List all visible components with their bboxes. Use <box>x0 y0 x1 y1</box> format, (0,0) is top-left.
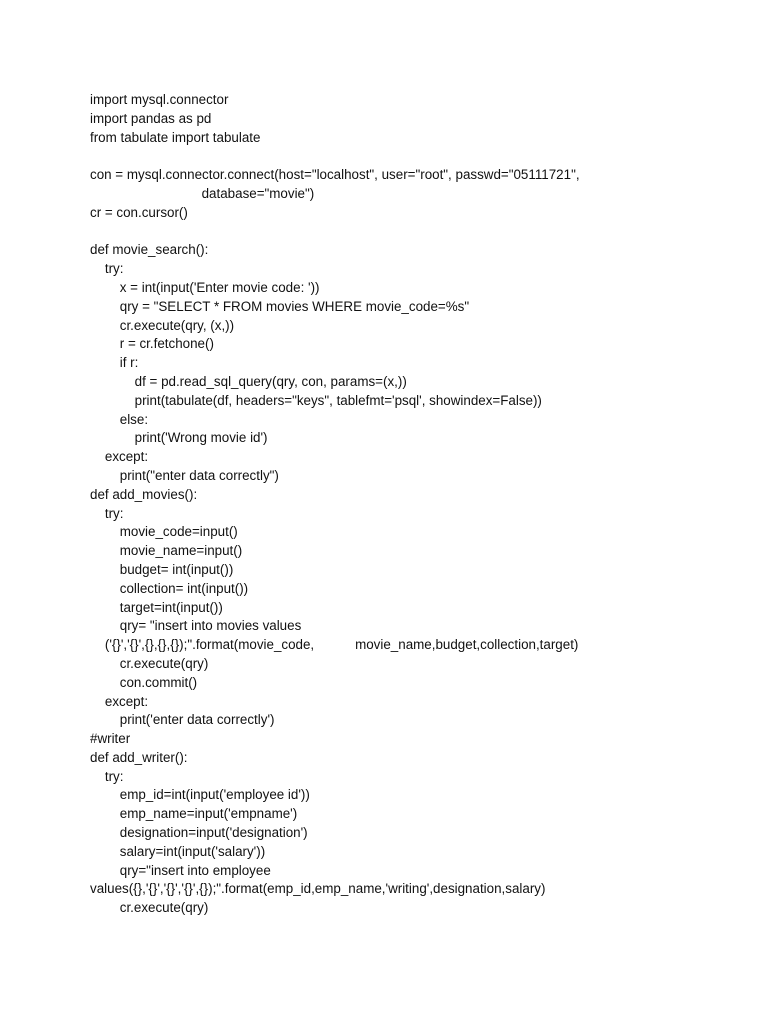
code-line: emp_name=input('empname') <box>90 806 298 822</box>
code-line: from tabulate import tabulate <box>90 129 261 145</box>
code-line: collection= int(input()) <box>90 580 249 596</box>
code-line: budget= int(input()) <box>90 561 234 577</box>
code-line: cr.execute(qry) <box>90 900 209 916</box>
code-line: qry = "SELECT * FROM movies WHERE movie_code=%s" <box>90 298 470 314</box>
code-line: if r: <box>90 355 139 371</box>
code-line: print(tabulate(df, headers="keys", tablefmt='psql', showindex=False)) <box>90 392 542 408</box>
code-line: movie_code=input() <box>90 524 238 540</box>
code-line: except: <box>90 449 149 465</box>
code-line: movie_name=input() <box>90 543 243 559</box>
code-line: cr.execute(qry, (x,)) <box>90 317 235 333</box>
code-line: try: <box>90 505 124 521</box>
code-line: else: <box>90 411 149 427</box>
code-line <box>90 223 750 242</box>
code-line: import pandas as pd <box>90 110 212 126</box>
code-line: ('{}','{}',{},{},{});".format(movie_code, movie_name,budget,collection,target) <box>90 637 579 653</box>
code-line: designation=input('designation') <box>90 825 308 841</box>
code-line <box>90 147 750 166</box>
code-line: emp_id=int(input('employee id')) <box>90 787 310 803</box>
code-line: print('enter data correctly') <box>90 712 275 728</box>
code-line: cr.execute(qry) <box>90 655 209 671</box>
code-listing <box>90 91 750 918</box>
code-line: con = mysql.connector.connect(host="localhost", user="root", passwd="05111721", <box>90 167 580 183</box>
code-line: import mysql.connector <box>90 92 229 107</box>
code-line: cr = con.cursor() <box>90 204 188 220</box>
code-line: values({},'{}','{}','{}',{});".format(emp_id,emp_name,'writing',designation,salary) <box>90 881 546 897</box>
code-line: x = int(input('Enter movie code: ')) <box>90 279 320 295</box>
code-line: except: <box>90 693 149 709</box>
code-line: qry= "insert into movies values <box>90 618 302 634</box>
code-line: con.commit() <box>90 674 198 690</box>
code-line: database="movie") <box>90 185 315 201</box>
code-line: df = pd.read_sql_query(qry, con, params=(x,)) <box>90 373 407 389</box>
code-line: def movie_search(): <box>90 242 209 258</box>
code-line: print('Wrong movie id') <box>90 430 268 446</box>
code-line: salary=int(input('salary')) <box>90 843 266 859</box>
code-line: print("enter data correctly") <box>90 467 279 483</box>
code-line: #writer <box>90 731 131 747</box>
code-line: r = cr.fetchone() <box>90 336 214 352</box>
code-line: try: <box>90 768 124 784</box>
code-line: qry="insert into employee <box>90 862 271 878</box>
code-line: try: <box>90 261 124 277</box>
code-line: def add_movies(): <box>90 486 198 502</box>
code-line: def add_writer(): <box>90 749 188 765</box>
code-line: target=int(input()) <box>90 599 223 615</box>
